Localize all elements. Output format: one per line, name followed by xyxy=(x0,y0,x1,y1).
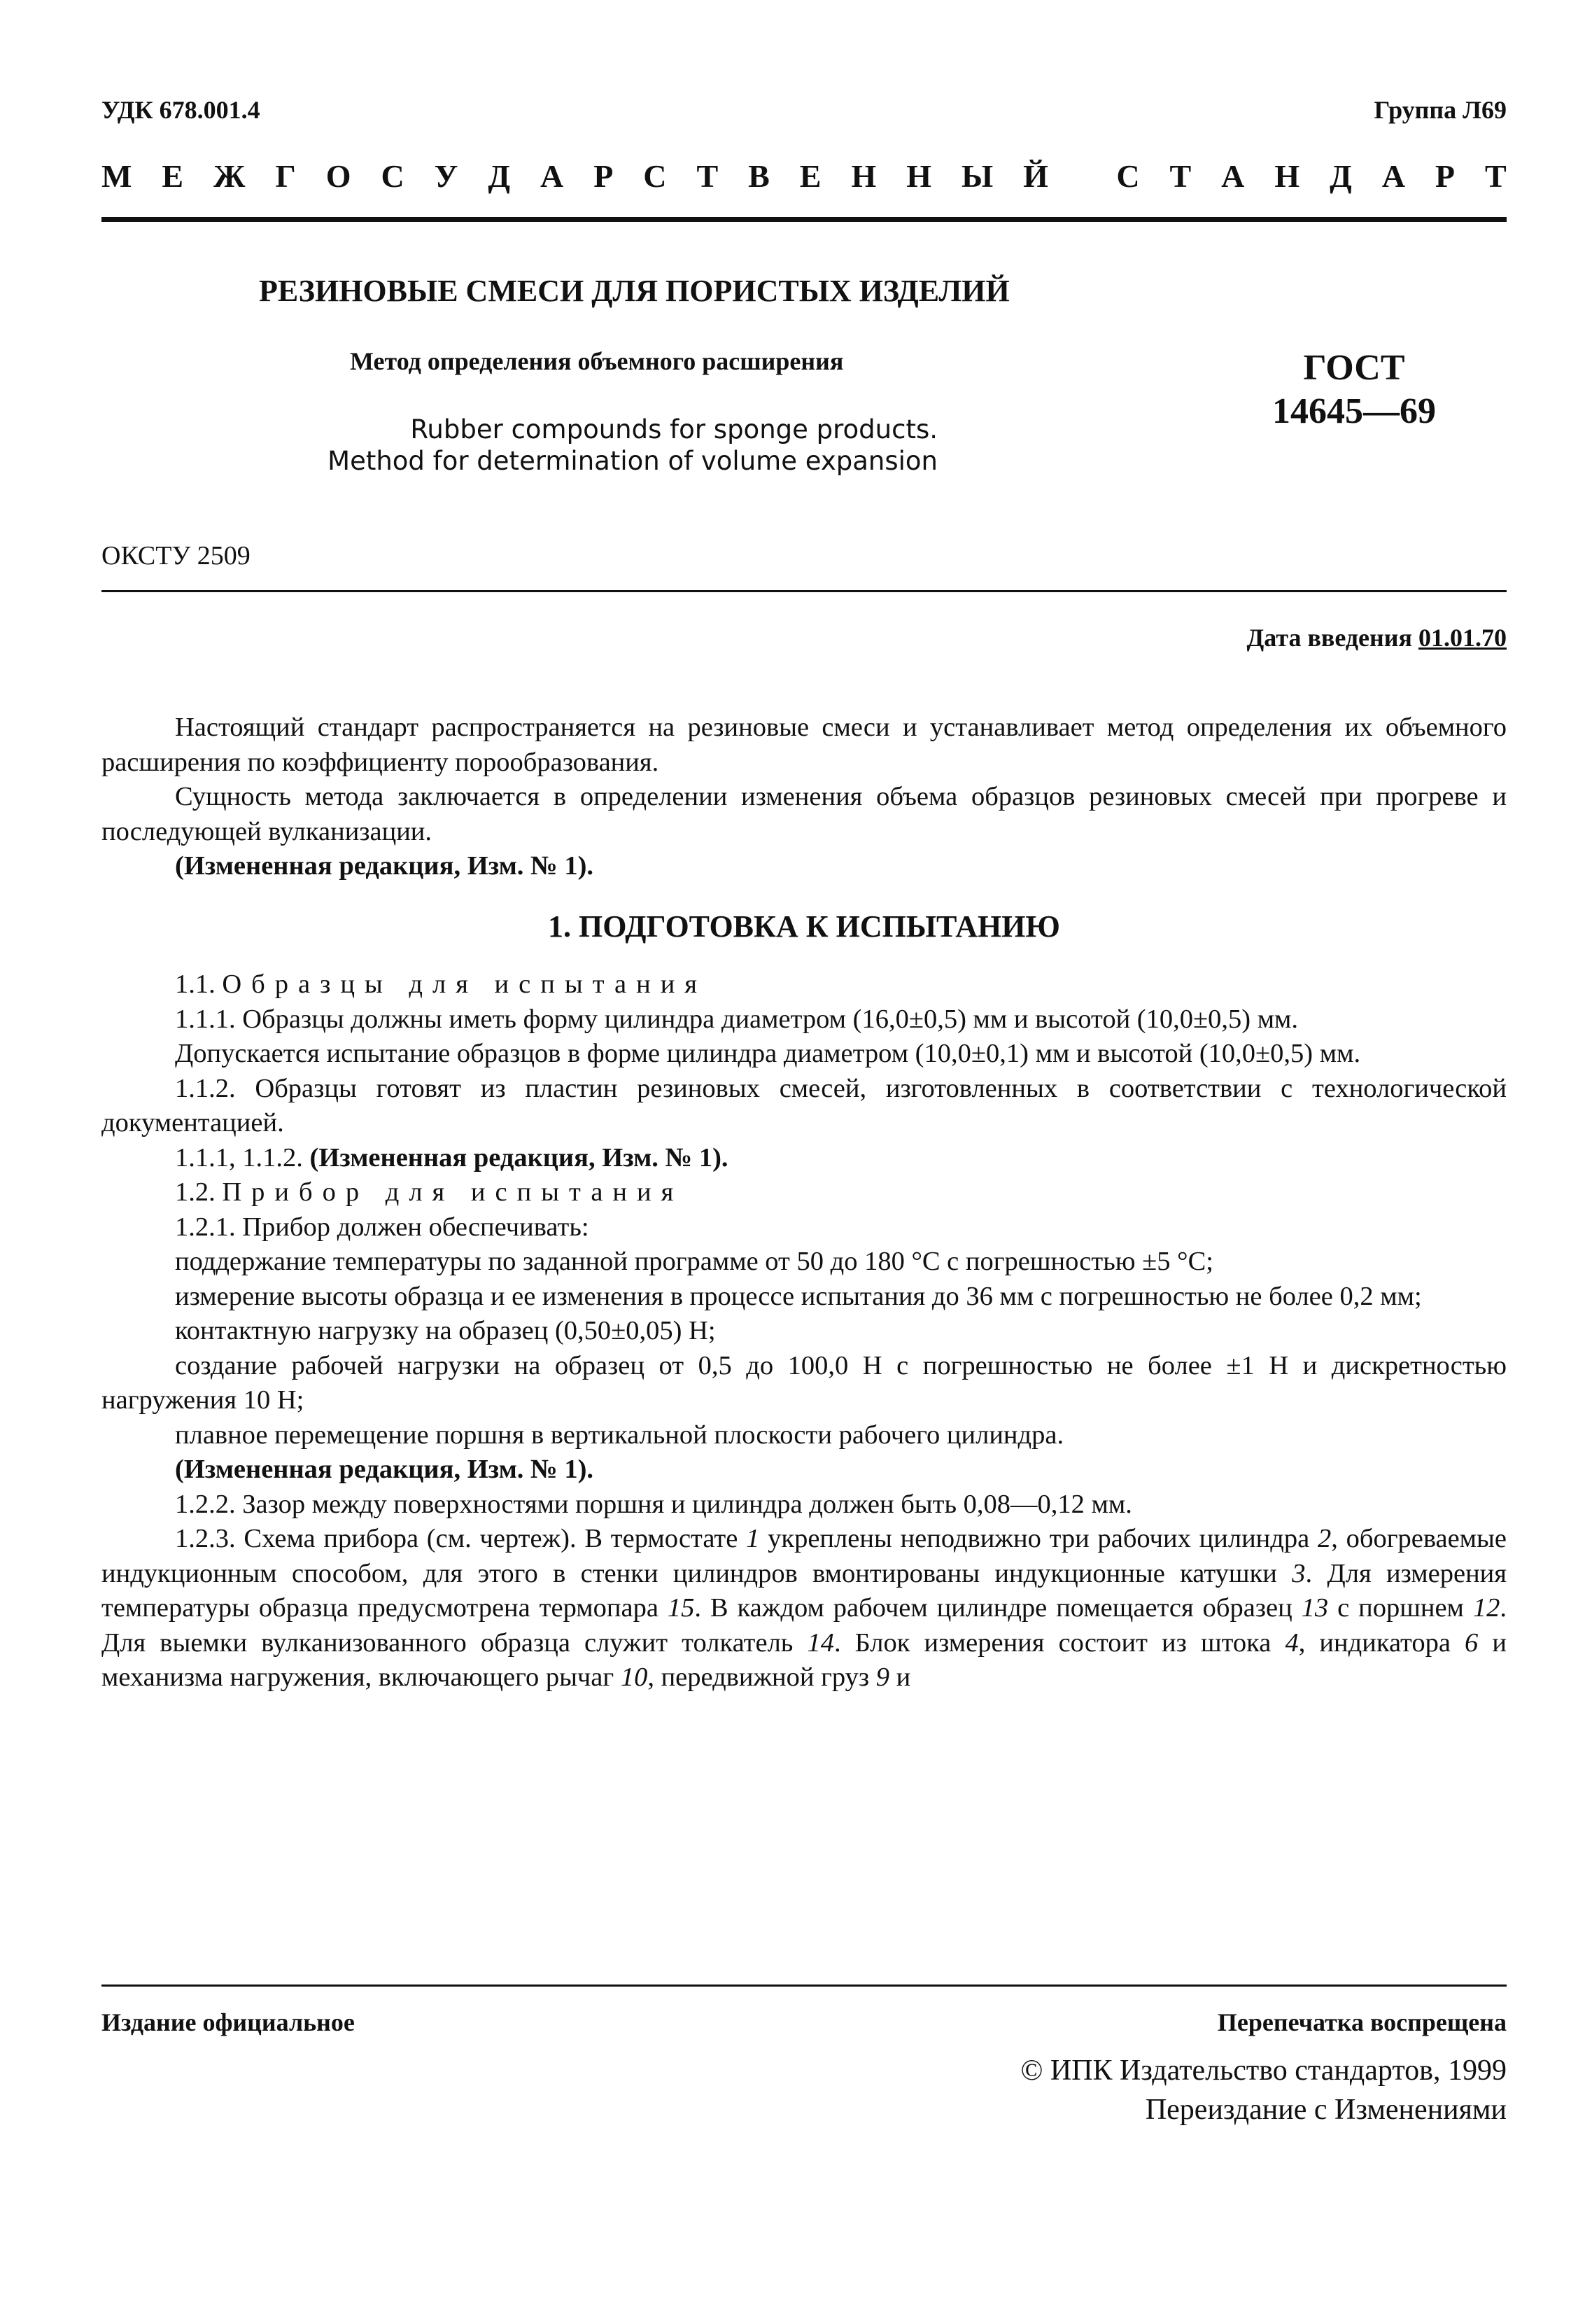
clause-refs: 1.1.1, 1.1.2. xyxy=(175,1142,303,1172)
copyright-block xyxy=(1020,2051,1507,2129)
udk-code: УДК 678.001.4 xyxy=(101,96,260,124)
amendment-note xyxy=(101,1141,1507,1176)
heading-letter: Н xyxy=(906,158,932,194)
heading-letter: В xyxy=(748,158,770,194)
heading-letter: О xyxy=(325,158,351,194)
requirement-temperature: поддержание температуры по заданной программе от 50 до 180 °С с погрешностью ±5 °С; xyxy=(175,1247,1213,1276)
paragraph-essence: Сущность метода заключается в определении изменения объема образцов резиновых смесей при прогреве и последующей вулканизации. xyxy=(101,782,1507,846)
ref-number: 3 xyxy=(1292,1558,1306,1588)
clause-1-2-3 xyxy=(101,1522,1507,1695)
text-run: , обогреваемые индукционным способом, для этого в стенки цилиндров вмонтированы индукционные катушки xyxy=(101,1524,1507,1588)
text-run: и механизма нагружения, включающего рычаг xyxy=(101,1628,1507,1692)
text-run: укреплены неподвижно три рабочих цилиндра xyxy=(759,1524,1318,1553)
text-run: . В каждом рабочем цилиндре помещается образец xyxy=(694,1593,1302,1623)
text-run: и xyxy=(889,1662,911,1692)
header-rule xyxy=(101,217,1507,222)
reissue-line: Переиздание с Изменениями xyxy=(1145,2094,1507,2126)
gost-number: 14645—69 xyxy=(1272,391,1436,431)
amendment-text: (Измененная редакция, Изм. № 1). xyxy=(309,1142,728,1172)
amendment-note: (Измененная редакция, Изм. № 1). xyxy=(175,851,594,881)
ref-number: 10 xyxy=(620,1662,648,1692)
subsection-title: Прибор для испытания xyxy=(222,1177,684,1207)
text-run: , индикатора xyxy=(1298,1628,1465,1658)
heading-letter: С xyxy=(381,158,404,194)
introduction-date xyxy=(1247,623,1507,652)
english-title-line-2: Method for determination of volume expansion xyxy=(327,446,938,476)
clause-1-2-1: 1.2.1. Прибор должен обеспечивать: xyxy=(175,1212,589,1242)
document-body xyxy=(101,710,1507,1695)
amendment-note: (Измененная редакция, Изм. № 1). xyxy=(175,1455,594,1484)
subsection-title: Образцы для испытания xyxy=(222,969,707,999)
edition-note: Издание официальное xyxy=(101,2008,355,2036)
paragraph-scope: Настоящий стандарт распространяется на резиновые смеси и устанавливает метод определения их объемного расширения по коэффициенту порообразования. xyxy=(101,713,1507,777)
document-subtitle: Метод определения объемного расширения xyxy=(350,347,844,375)
text-run: 1.2.3. Схема прибора (см. чертеж). В термостате xyxy=(175,1524,747,1553)
text-run: , передвижной груз xyxy=(647,1662,876,1692)
clause-1-2-2: 1.2.2. Зазор между поверхностями поршня и цилиндра должен быть 0,08—0,12 мм. xyxy=(175,1489,1132,1519)
ref-number: 4 xyxy=(1285,1628,1299,1658)
subsection-1-1 xyxy=(101,967,1507,1002)
heading-letter: Н xyxy=(1274,158,1300,194)
heading-letter: Й xyxy=(1023,158,1049,194)
text-run: с поршнем xyxy=(1328,1593,1473,1623)
heading-letter: Д xyxy=(1330,158,1352,194)
clause-1-1-1-allowance: Допускается испытание образцов в форме цилиндра диаметром (10,0±0,1) мм и высотой (10,0±0,5) мм. xyxy=(175,1039,1361,1068)
standard-type-heading xyxy=(101,158,1507,195)
title-block-rule xyxy=(101,590,1507,592)
heading-letter: С xyxy=(643,158,667,194)
heading-letter: А xyxy=(1381,158,1406,194)
heading-letter: М xyxy=(101,158,132,194)
heading-letter: Д xyxy=(488,158,511,194)
heading-letter: А xyxy=(1221,158,1245,194)
okstu-code: ОКСТУ 2509 xyxy=(101,541,251,570)
gost-designation xyxy=(1270,346,1438,433)
text-run: . Для выемки вулканизованного образца служит толкатель xyxy=(101,1593,1507,1658)
heading-letter: Т xyxy=(1484,158,1507,194)
heading-letter: Ы xyxy=(961,158,994,194)
ref-number: 6 xyxy=(1465,1628,1479,1658)
subsection-number: 1.1. xyxy=(175,969,216,999)
requirement-contact-load: контактную нагрузку на образец (0,50±0,05) Н; xyxy=(175,1316,716,1345)
subsection-number: 1.2. xyxy=(175,1177,216,1207)
heading-letter: У xyxy=(434,158,458,194)
requirement-working-load: создание рабочей нагрузки на образец от 0,5 до 100,0 Н с погрешностью не более ±1 Н и дискретностью нагружения 10 Н; xyxy=(101,1350,1507,1415)
gost-label: ГОСТ xyxy=(1303,348,1405,388)
english-title-line-1: Rubber compounds for sponge products. xyxy=(410,414,938,444)
clause-1-1-2: 1.1.2. Образцы готовят из пластин резиновых смесей, изготовленных в соответствии с технологической документацией. xyxy=(101,1073,1507,1138)
requirement-height: измерение высоты образца и ее изменения в процессе испытания до 36 мм с погрешностью не более 0,2 мм; xyxy=(175,1281,1422,1311)
date-label: Дата введения xyxy=(1246,624,1412,652)
ref-number: 9 xyxy=(875,1662,890,1692)
heading-gap xyxy=(1078,158,1087,195)
heading-letter: С xyxy=(1116,158,1140,194)
ref-number: 12 xyxy=(1472,1593,1500,1623)
heading-letter: Р xyxy=(593,158,614,194)
ref-number: 15 xyxy=(667,1593,695,1623)
clause-1-1-1: 1.1.1. Образцы должны иметь форму цилиндра диаметром (16,0±0,5) мм и высотой (10,0±0,5) мм. xyxy=(175,1004,1299,1034)
heading-letter: Т xyxy=(1169,158,1192,194)
footer-rule xyxy=(101,1984,1507,1987)
heading-letter: Е xyxy=(162,158,184,194)
text-run: . Блок измерения состоит из штока xyxy=(833,1628,1285,1658)
heading-letter: А xyxy=(540,158,564,194)
ref-number: 14 xyxy=(807,1628,834,1658)
section-heading-1: 1. ПОДГОТОВКА К ИСПЫТАНИЮ xyxy=(548,909,1060,944)
heading-letter: Е xyxy=(799,158,822,194)
date-value: 01.01.70 xyxy=(1418,624,1507,652)
heading-letter: Ж xyxy=(213,158,246,194)
group-code: Группа Л69 xyxy=(1374,96,1507,124)
heading-letter: Т xyxy=(696,158,719,194)
subsection-1-2 xyxy=(101,1175,1507,1210)
requirement-piston-motion: плавное перемещение поршня в вертикальной плоскости рабочего цилиндра. xyxy=(175,1420,1064,1450)
ref-number: 13 xyxy=(1301,1593,1329,1623)
heading-letter: Р xyxy=(1435,158,1456,194)
text-run: . Для измерения температуры образца предусмотрена термопара xyxy=(101,1558,1507,1623)
heading-letter: Н xyxy=(851,158,877,194)
reprint-note: Перепечатка воспрещена xyxy=(1217,2008,1507,2036)
document-title: РЕЗИНОВЫЕ СМЕСИ ДЛЯ ПОРИСТЫХ ИЗДЕЛИЙ xyxy=(259,274,1010,308)
ref-number: 2 xyxy=(1317,1524,1332,1553)
ref-number: 1 xyxy=(746,1524,760,1553)
heading-letter: Г xyxy=(275,158,296,194)
copyright-line: © ИПК Издательство стандартов, 1999 xyxy=(1020,2054,1507,2087)
